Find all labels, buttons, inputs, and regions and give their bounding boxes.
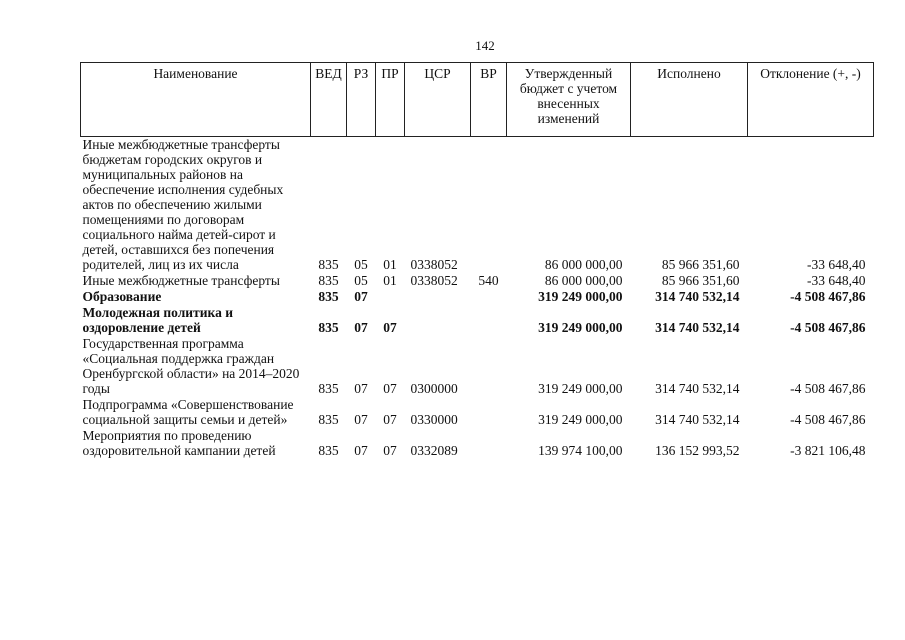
row-name: Государственная программа «Социальная поддержка граждан Оренбургской области» на 2014–2020 годы (82, 336, 300, 396)
row-approved: 319 249 000,00 (538, 320, 623, 335)
row-csr: 0332089 (410, 443, 458, 458)
row-name: Образование (82, 289, 162, 304)
row-approved: 139 974 100,00 (538, 443, 623, 458)
row-rz: 07 (354, 381, 368, 396)
row-executed: 314 740 532,14 (655, 381, 740, 396)
row-approved: 319 249 000,00 (538, 289, 623, 304)
row-rz: 07 (354, 443, 368, 458)
row-ved: 835 (318, 289, 339, 304)
table-header (81, 63, 874, 137)
row-executed: 85 966 351,60 (661, 273, 740, 288)
row-pr: 07 (383, 443, 397, 458)
row-pr: 01 (383, 273, 397, 288)
row-vr (471, 397, 507, 428)
row-deviation: -33 648,40 (807, 257, 866, 272)
table-row (81, 137, 874, 274)
header-pr: ПР (376, 63, 405, 137)
row-ved: 835 (318, 273, 339, 288)
header-approved: Утвержденный бюджет с учетом внесенных изменений (507, 63, 631, 137)
row-csr: 0338052 (410, 257, 458, 272)
header-ved: ВЕД (311, 63, 347, 137)
table-row (81, 273, 874, 289)
row-name: Иные межбюджетные трансферты (82, 273, 280, 288)
row-ved: 835 (318, 443, 339, 458)
table-row (81, 397, 874, 428)
row-rz: 05 (354, 273, 368, 288)
row-rz: 07 (354, 320, 368, 335)
row-deviation: -4 508 467,86 (790, 289, 866, 304)
row-ved: 835 (318, 320, 339, 335)
row-csr: 0330000 (410, 412, 458, 427)
row-name: Подпрограмма «Совершенствование социальной защиты семьи и детей» (82, 397, 294, 427)
row-pr: 01 (383, 257, 397, 272)
row-vr (471, 289, 507, 305)
row-executed: 314 740 532,14 (655, 320, 740, 335)
row-approved: 319 249 000,00 (538, 381, 623, 396)
row-vr (471, 336, 507, 397)
row-approved: 86 000 000,00 (544, 273, 623, 288)
header-rz: РЗ (347, 63, 376, 137)
row-pr: 07 (383, 412, 397, 427)
table-row (81, 428, 874, 459)
header-csr: ЦСР (405, 63, 471, 137)
header-vr: ВР (471, 63, 507, 137)
row-rz: 05 (354, 257, 368, 272)
row-approved: 319 249 000,00 (538, 412, 623, 427)
row-name: Иные межбюджетные трансферты бюджетам городских округов и муниципальных районов на обеспечение исполнения судебных актов по обеспечению жилыми помещениями по договорам социального найма детей-сирот и детей, оставшихся без попечения родителей, лиц из их числа (82, 137, 284, 272)
header-executed: Исполнено (631, 63, 748, 137)
row-vr (471, 305, 507, 336)
row-csr (405, 289, 471, 305)
row-csr: 0300000 (410, 381, 458, 396)
row-csr: 0338052 (410, 273, 458, 288)
row-deviation: -33 648,40 (807, 273, 866, 288)
row-pr: 07 (383, 381, 397, 396)
row-executed: 314 740 532,14 (655, 289, 740, 304)
row-ved: 835 (318, 412, 339, 427)
row-rz: 07 (354, 289, 368, 304)
page-number: 142 (475, 38, 495, 53)
row-rz: 07 (354, 412, 368, 427)
table-row (81, 289, 874, 305)
budget-table (80, 62, 874, 459)
row-name: Мероприятия по проведению оздоровительной кампании детей (82, 428, 276, 458)
header-deviation: Отклонение (+, -) (748, 63, 874, 137)
row-vr: 540 (478, 273, 499, 288)
row-deviation: -4 508 467,86 (790, 412, 866, 427)
row-vr (471, 428, 507, 459)
row-executed: 136 152 993,52 (655, 443, 740, 458)
row-deviation: -4 508 467,86 (790, 381, 866, 396)
row-pr (376, 289, 405, 305)
table-row (81, 336, 874, 397)
table-body (81, 137, 874, 460)
row-vr (471, 137, 507, 274)
row-csr (405, 305, 471, 336)
row-ved: 835 (318, 381, 339, 396)
header-name: Наименование (81, 63, 311, 137)
row-deviation: -3 821 106,48 (790, 443, 866, 458)
table-row (81, 305, 874, 336)
row-executed: 314 740 532,14 (655, 412, 740, 427)
row-ved: 835 (318, 257, 339, 272)
row-name: Молодежная политика и оздоровление детей (82, 305, 233, 335)
row-pr: 07 (383, 320, 397, 335)
row-executed: 85 966 351,60 (661, 257, 740, 272)
row-deviation: -4 508 467,86 (790, 320, 866, 335)
row-approved: 86 000 000,00 (544, 257, 623, 272)
